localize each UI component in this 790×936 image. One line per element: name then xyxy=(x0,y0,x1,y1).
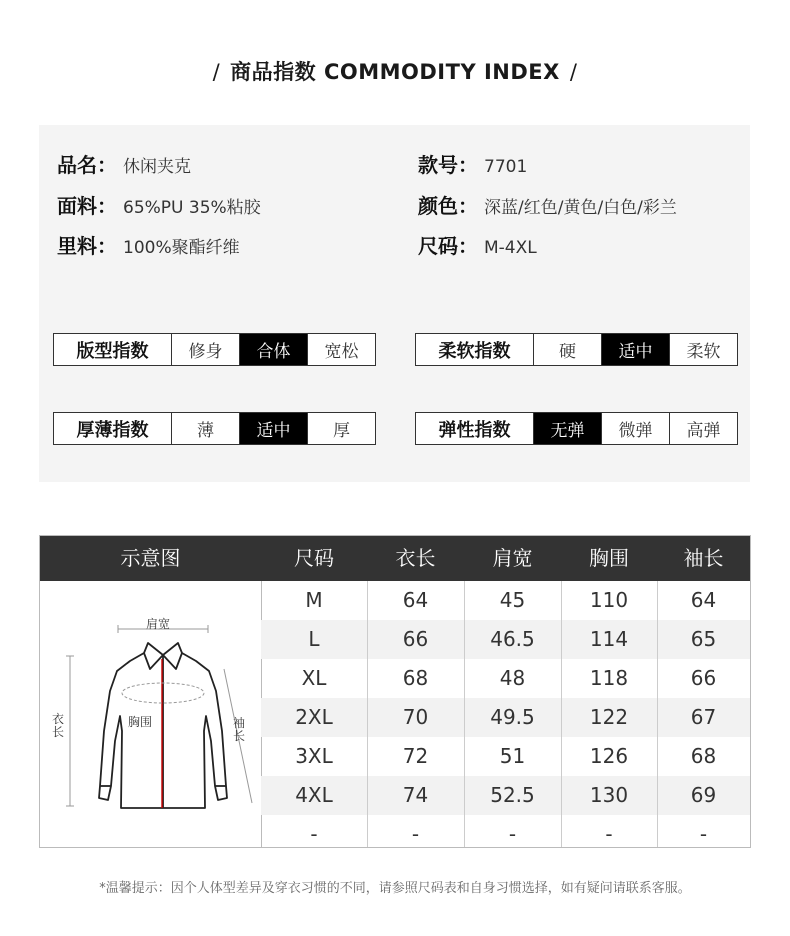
table-cell: M xyxy=(305,588,323,612)
shirt-diagram xyxy=(40,581,262,847)
table-row xyxy=(261,581,750,620)
scale-option: 无弹 xyxy=(534,413,602,444)
column-divider xyxy=(561,581,562,847)
header-sleeve: 袖长 xyxy=(683,546,724,570)
table-cell: 70 xyxy=(402,705,429,729)
table-cell: 49.5 xyxy=(490,705,535,729)
table-row xyxy=(261,815,750,854)
scale-option: 合体 xyxy=(240,334,308,365)
table-cell: 114 xyxy=(589,627,629,651)
scale-thickness xyxy=(53,412,376,445)
scale-softness xyxy=(415,333,738,366)
column-divider xyxy=(464,581,465,847)
table-cell: 69 xyxy=(690,783,717,807)
table-row xyxy=(261,776,750,815)
table-cell: 48 xyxy=(499,666,526,690)
info-color: 颜色： 深蓝/红色/黄色/白色/彩兰 xyxy=(418,194,677,218)
header-length: 衣长 xyxy=(395,546,436,570)
table-cell: XL xyxy=(301,666,327,690)
scale-elasticity xyxy=(415,412,738,445)
label-sleeve: 袖长 xyxy=(233,716,246,743)
table-cell: 51 xyxy=(499,744,526,768)
table-cell: 110 xyxy=(589,588,629,612)
size-table-header xyxy=(40,536,750,581)
table-cell: - xyxy=(411,822,420,846)
table-cell: 65 xyxy=(690,627,717,651)
table-row xyxy=(261,698,750,737)
table-cell: 52.5 xyxy=(490,783,535,807)
table-cell: 122 xyxy=(589,705,629,729)
scale-option: 适中 xyxy=(240,413,308,444)
scale-option: 宽松 xyxy=(324,342,359,362)
scale-label: 版型指数 xyxy=(54,334,172,365)
table-cell: 45 xyxy=(499,588,526,612)
column-divider xyxy=(657,581,658,847)
commodity-info-panel xyxy=(39,125,750,482)
header-diagram: 示意图 xyxy=(120,546,181,570)
info-size: 尺码： M-4XL xyxy=(418,234,537,258)
scale-option: 高弹 xyxy=(686,421,721,441)
table-cell: 68 xyxy=(402,666,429,690)
table-cell: 2XL xyxy=(295,705,333,729)
page-title-text: 商品指数 COMMODITY INDEX xyxy=(230,60,560,84)
info-name: 品名： 休闲夹克 xyxy=(57,153,191,177)
scale-option: 柔软 xyxy=(686,342,721,362)
table-row xyxy=(261,737,750,776)
size-table xyxy=(39,535,751,848)
table-cell: 3XL xyxy=(295,744,333,768)
scale-option: 硬 xyxy=(534,334,602,365)
info-lining: 里料： 100%聚酯纤维 xyxy=(57,234,240,258)
info-fabric: 面料： 65%PU 35%粘胶 xyxy=(57,194,261,218)
table-cell: 68 xyxy=(690,744,717,768)
scale-label: 弹性指数 xyxy=(416,413,534,444)
table-cell: - xyxy=(508,822,517,846)
table-cell: - xyxy=(699,822,708,846)
table-row xyxy=(261,659,750,698)
table-cell: L xyxy=(308,627,320,651)
label-length: 衣长 xyxy=(52,712,65,739)
table-cell: 72 xyxy=(402,744,429,768)
table-cell: - xyxy=(605,822,613,846)
header-chest: 胸围 xyxy=(589,546,629,570)
label-shoulder: 肩宽 xyxy=(146,617,171,631)
scale-option: 薄 xyxy=(172,413,240,444)
table-cell: 46.5 xyxy=(490,627,535,651)
header-size: 尺码 xyxy=(294,546,334,570)
table-cell: 64 xyxy=(402,588,429,612)
table-cell: 74 xyxy=(402,783,429,807)
table-cell: 126 xyxy=(589,744,629,768)
page-title: / 商品指数 COMMODITY INDEX / xyxy=(212,60,578,84)
scale-option: 厚 xyxy=(333,421,350,441)
table-cell: 66 xyxy=(690,666,717,690)
scale-label: 柔软指数 xyxy=(416,334,534,365)
table-cell: 67 xyxy=(690,705,717,729)
table-cell: 130 xyxy=(589,783,629,807)
table-cell: 66 xyxy=(402,627,429,651)
scale-option: 修身 xyxy=(172,334,240,365)
table-cell: - xyxy=(310,822,318,846)
scale-option: 适中 xyxy=(602,334,670,365)
table-cell: 4XL xyxy=(295,783,333,807)
table-cell: 64 xyxy=(690,588,717,612)
table-row xyxy=(261,620,750,659)
table-cell: 118 xyxy=(589,666,629,690)
scale-fit xyxy=(53,333,376,366)
info-style-no: 款号： 7701 xyxy=(418,153,528,177)
column-divider xyxy=(367,581,368,847)
tip-note: *温馨提示：因个人体型差异及穿衣习惯的不同，请参照尺码表和自身习惯选择，如有疑问请联系客服。 xyxy=(99,881,691,896)
header-shoulder: 肩宽 xyxy=(492,546,533,570)
scale-option: 微弹 xyxy=(602,413,670,444)
label-chest: 胸围 xyxy=(128,715,153,729)
scale-label: 厚薄指数 xyxy=(54,413,172,444)
